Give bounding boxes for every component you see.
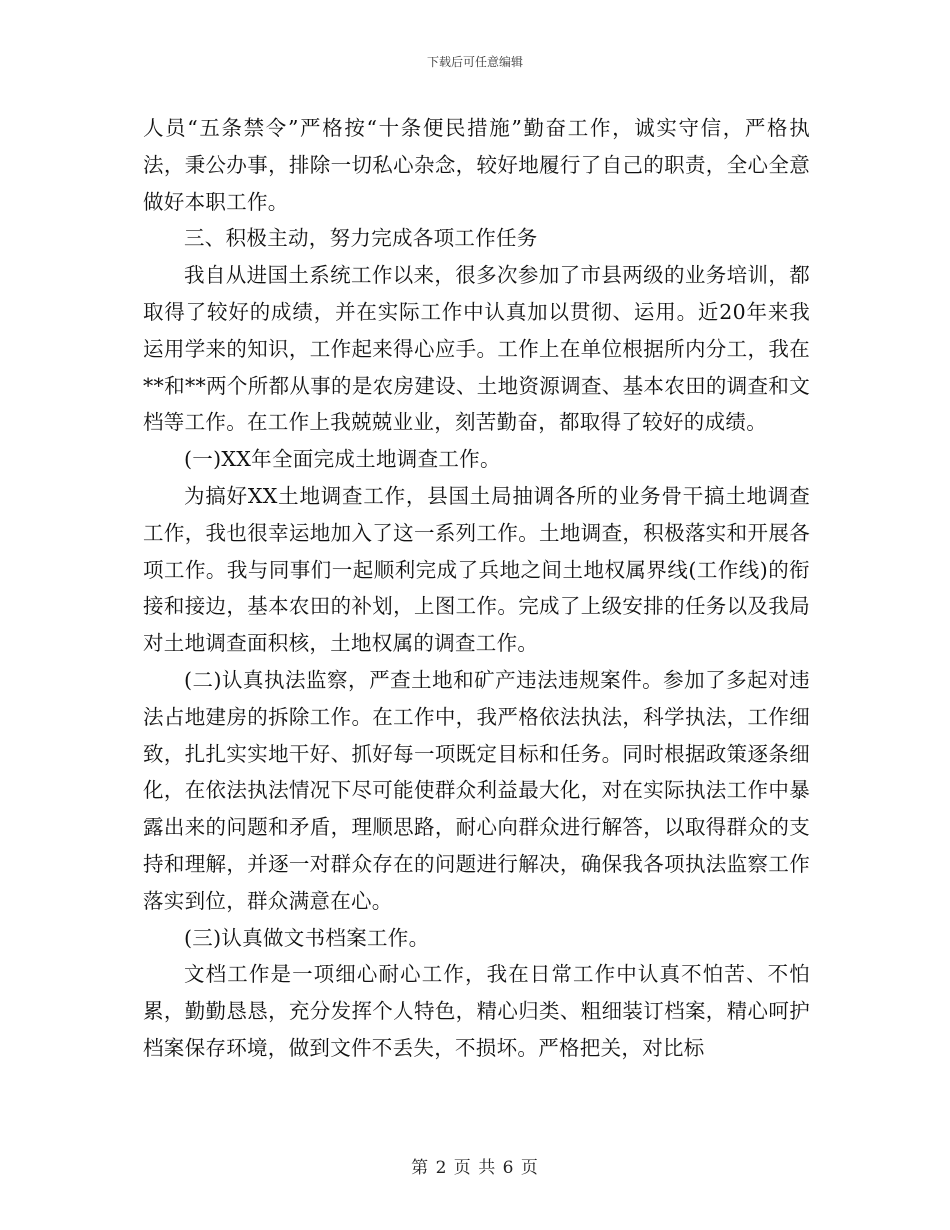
document-body [143,110,810,1067]
section-heading-3: 三、积极主动，努力完成各项工作任务 [184,226,538,251]
paragraph-5: 文档工作是一项细心耐心工作，我在日常工作中认真不怕苦、不怕累，勤勤恳恳，充分发挥个人特色，精心归类、粗细装订档案，精心呵护档案保存环境，做到文件不丢失，不损坏。严格把关，对比标 [143,962,810,1060]
subheading-3: (三)认真做文书档案工作。 [184,925,430,950]
header-note: 下载后可任意编辑 [426,55,523,69]
paragraph-4: (二)认真执法监察，严查土地和矿产违法违规案件。参加了多起对违法占地建房的拆除工作。在工作中，我严格依法执法，科学执法，工作细致，扎扎实实地干好、抓好每一项既定目标和任务。同时根据政策逐条细化，在依法执法情况下尽可能使群众利益最大化，对在实际执法工作中暴露出来的问题和矛盾，理顺思路，耐心向群众进行解答，以取得群众的支持和理解，并逐一对群众存在的问题进行解决，确保我各项执法监察工作落实到位，群众满意在心。 [143,667,810,913]
paragraph-1: 人员“五条禁令”严格按“十条便民措施”勤奋工作，诚实守信，严格执法，秉公办事，排除一切私心杂念，较好地履行了自己的职责，全心全意做好本职工作。 [143,116,810,214]
subheading-1: (一)XX年全面完成土地调查工作。 [184,447,501,472]
paragraph-3: 为搞好XX土地调查工作，县国土局抽调各所的业务骨干搞土地调查工作，我也很幸运地加入了这一系列工作。土地调查，积极落实和开展各项工作。我与同事们一起顺利完成了兵地之间土地权属界线(工作线)的衔接和接边，基本农田的补划，上图工作。完成了上级安排的任务以及我局对土地调查面积核，土地权属的调查工作。 [143,483,810,656]
page-number-footer: 第 2 页 共 6 页 [411,1158,539,1178]
paragraph-2: 我自从进国土系统工作以来，很多次参加了市县两级的业务培训，都取得了较好的成绩，并在实际工作中认真加以贯彻、运用。近20年来我运用学来的知识，工作起来得心应手。工作上在单位根据所内分工，我在**和**两个所都从事的是农房建设、土地资源调查、基本农田的调查和文档等工作。在工作上我兢兢业业，刻苦勤奋，都取得了较好的成绩。 [143,263,810,435]
